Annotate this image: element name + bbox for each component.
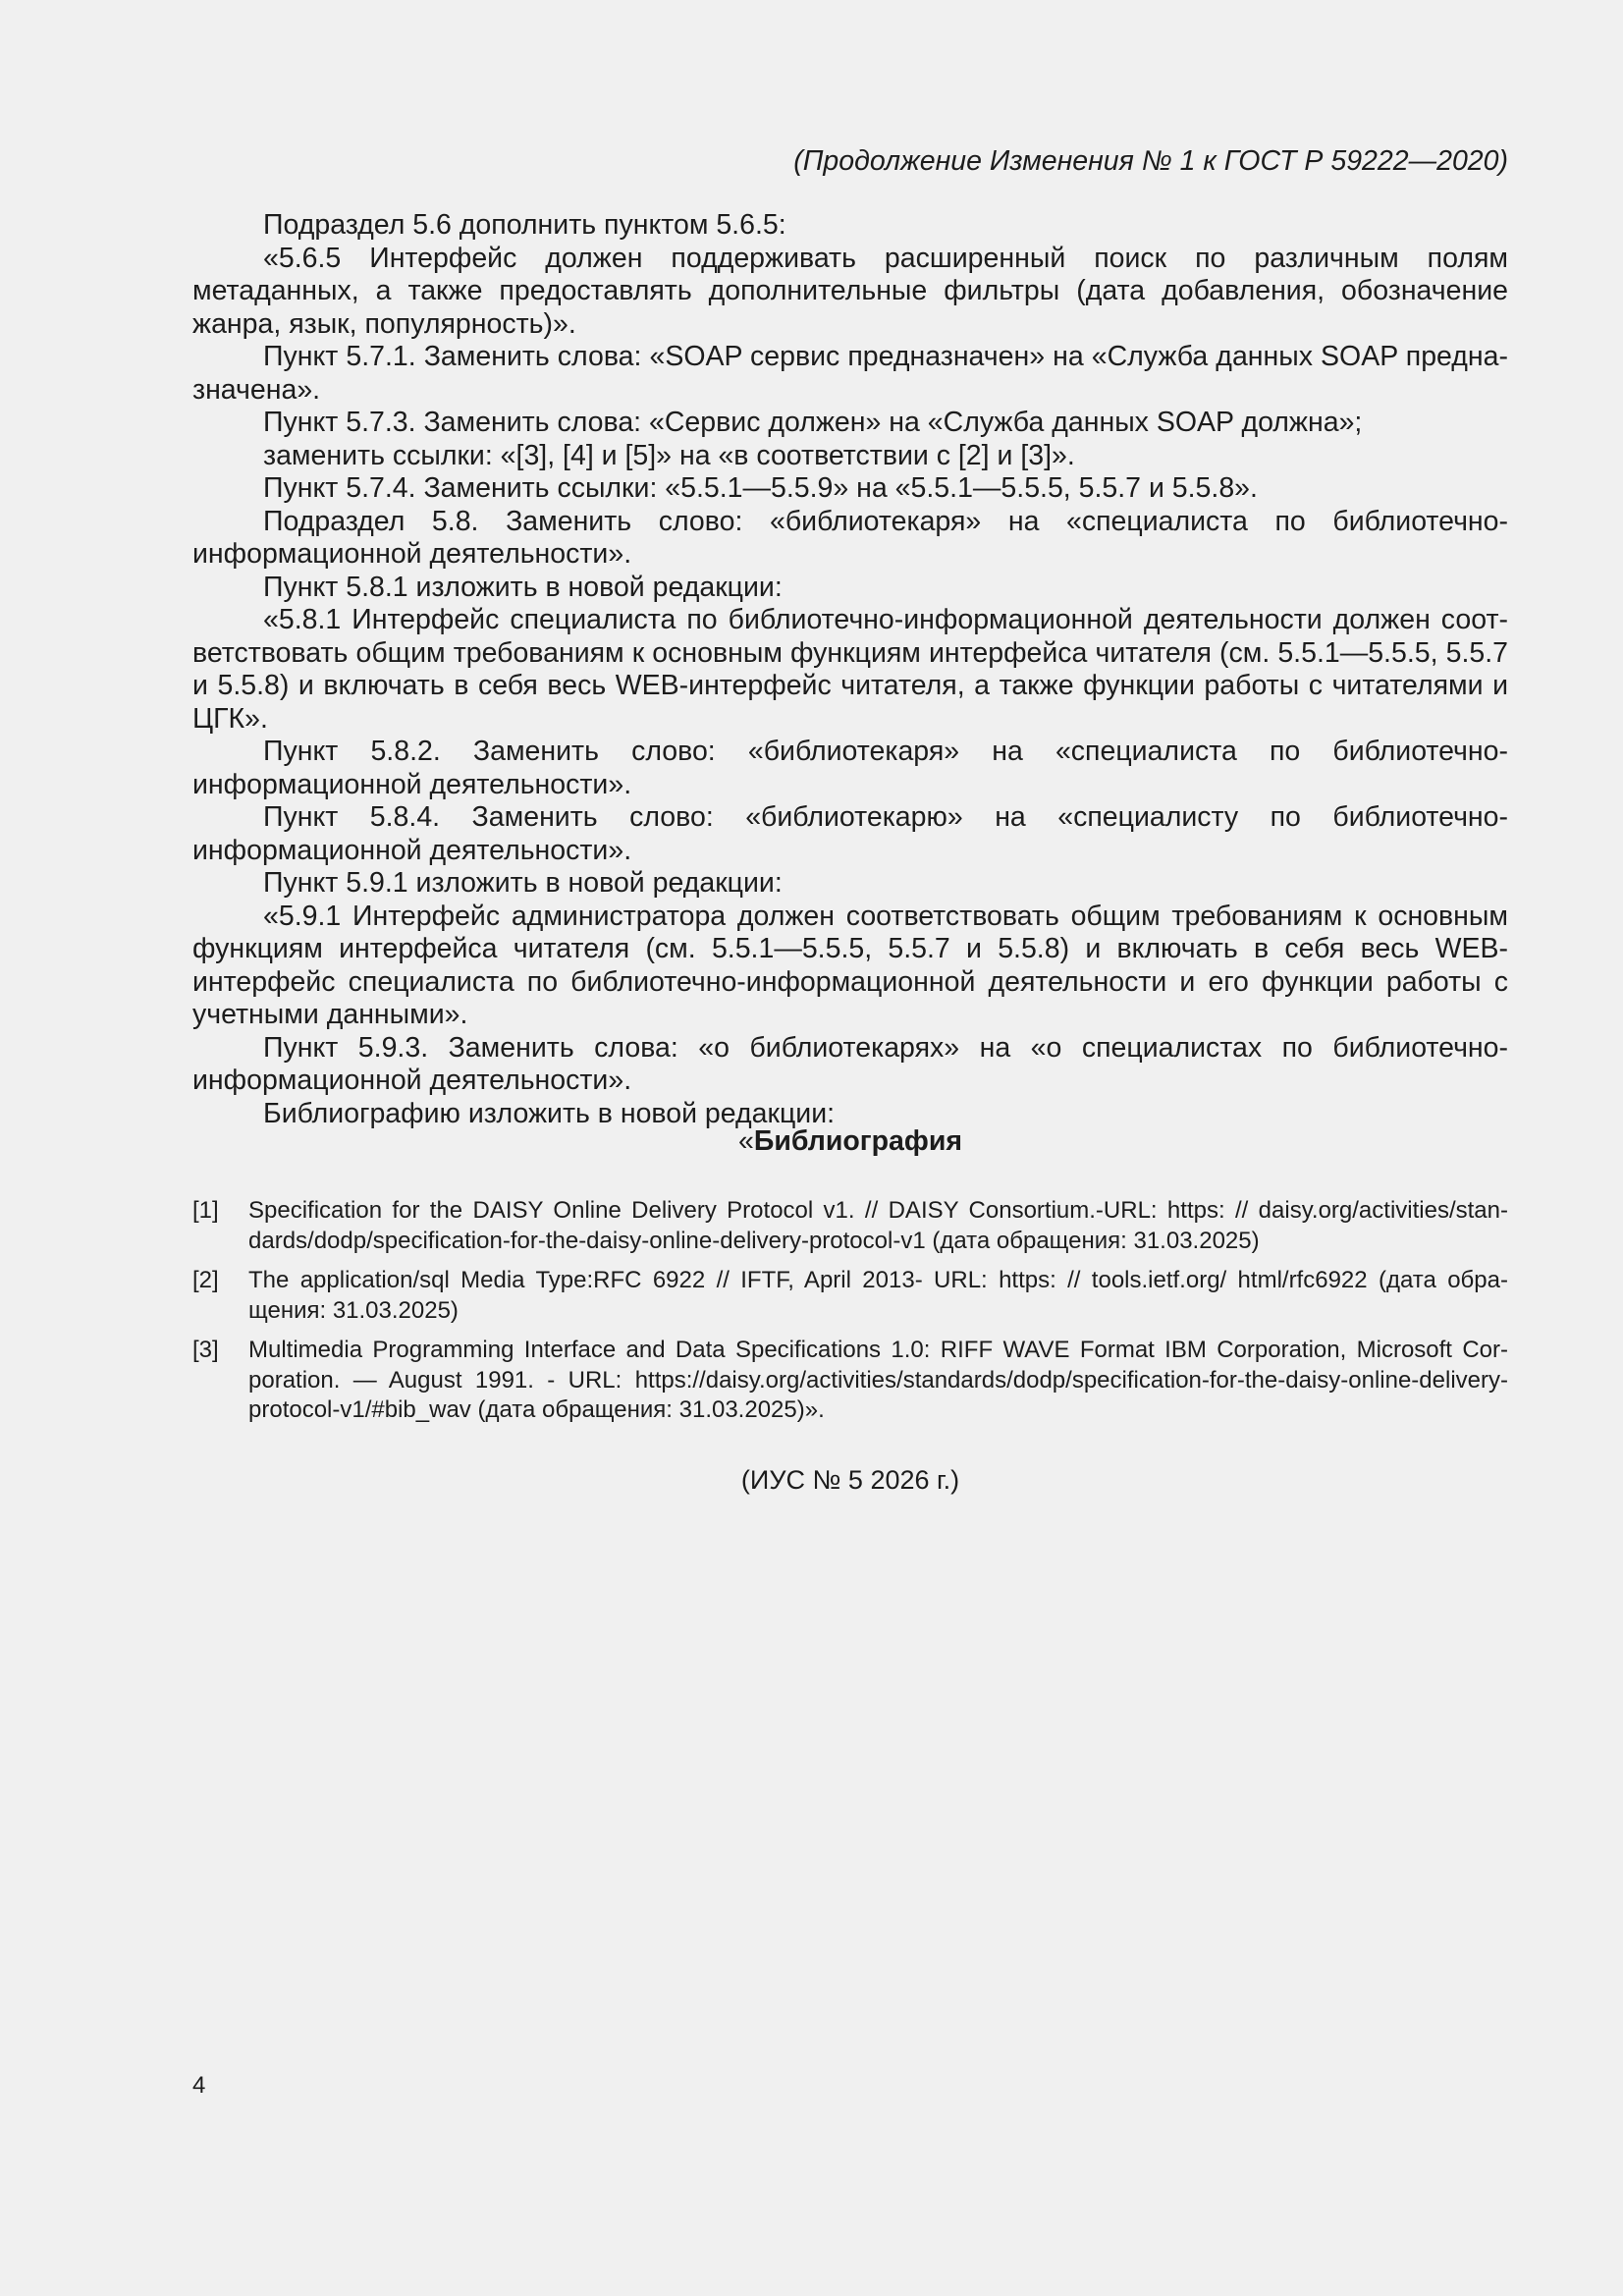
bibliography-heading: Библиография bbox=[753, 1125, 962, 1157]
paragraph: Библиографию изложить в новой редакции: bbox=[263, 1097, 836, 1129]
bibliography-item bbox=[192, 1336, 1508, 1426]
bibliography-item-text: Multimedia Programming Interface and Data Specifications 1.0: RIFF WAVE Format IBM Corporation, Microsoft Corporation. — August 1991. - URL: https://daisy.org/activities/standards/dodp/specification-for-the-daisy-online-delivery-protocol-v1/#bib_wav (дата обращения: 31.03.2025)». bbox=[248, 1337, 1508, 1423]
paragraph: заменить ссылки: «[3], [4] и [5]» на «в соответствии с [2] и [3]». bbox=[263, 439, 1075, 471]
bibliography-item bbox=[192, 1266, 1508, 1326]
paragraph: Пункт 5.7.4. Заменить ссылки: «5.5.1—5.5.9» на «5.5.1—5.5.5, 5.5.7 и 5.5.8». bbox=[263, 472, 1258, 504]
ius-reference: (ИУС № 5 2026 г.) bbox=[740, 1465, 960, 1495]
paragraph: Пункт 5.8.4. Заменить слово: «библиотекарю» на «специалисту по библиотечно-информационной деятельности». bbox=[192, 801, 1508, 866]
document-page bbox=[192, 0, 1508, 2296]
paragraph: «5.6.5 Интерфейс должен поддерживать расширенный поиск по различным полям метаданных, а также предоставлять дополнительные фильтры (дата добавления, обозначение жанра, язык, популярность)». bbox=[192, 242, 1508, 340]
bibliography-item-number: [1] bbox=[192, 1197, 219, 1224]
page-number: 4 bbox=[192, 2072, 206, 2099]
paragraph: Пункт 5.7.3. Заменить слова: «Сервис должен» на «Служба данных SOAP должна»; bbox=[263, 407, 1363, 438]
paragraph: Пункт 5.8.2. Заменить слово: «библиотекаря» на «специалиста по библиотечно-информационной деятельности». bbox=[192, 736, 1508, 800]
bibliography-item-number: [2] bbox=[192, 1267, 219, 1293]
bibliography-list bbox=[192, 1196, 1508, 1436]
paragraph: Подраздел 5.6 дополнить пунктом 5.6.5: bbox=[263, 209, 786, 241]
paragraph: Пункт 5.8.1 изложить в новой редакции: bbox=[263, 571, 783, 603]
paragraph: Пункт 5.7.1. Заменить слова: «SOAP сервис предназначен» на «Служба данных SOAP предназначена». bbox=[192, 341, 1508, 406]
bibliography-item-text: The application/sql Media Type:RFC 6922 // IFTF, April 2013- URL: https: // tools.ietf.org/ html/rfc6922 (дата обращения: 31.03.2025) bbox=[248, 1267, 1508, 1324]
bibliography-title bbox=[192, 1125, 1508, 1158]
paragraph: Пункт 5.9.1 изложить в новой редакции: bbox=[263, 867, 783, 899]
paragraph: Пункт 5.9.3. Заменить слова: «о библиотекарях» на «о специалистах по библиотечно-информационной деятельности». bbox=[192, 1031, 1508, 1096]
bibliography-item-text: Specification for the DAISY Online Delivery Protocol v1. // DAISY Consortium.-URL: https: // daisy.org/activities/standards/dodp/specification-for-the-daisy-online-delivery-protocol-v1 (дата обращения: 31.03.2025) bbox=[248, 1197, 1508, 1254]
paragraph: «5.8.1 Интерфейс специалиста по библиотечно-информационной деятельности должен соответствовать общим требованиям к основным функциям интерфейса читателя (см. 5.5.1—5.5.5, 5.5.7 и 5.5.8) и включать в себя весь WEB-интерфейс читателя, а также функции работы с читателями и ЦГК». bbox=[192, 604, 1508, 735]
amendment-text bbox=[192, 209, 1508, 1130]
bibliography-open-quote: « bbox=[737, 1125, 754, 1157]
paragraph: Подраздел 5.8. Заменить слово: «библиотекаря» на «специалиста по библиотечно-информационной деятельности». bbox=[192, 505, 1508, 570]
bibliography-item bbox=[192, 1196, 1508, 1256]
running-header: (Продолжение Изменения № 1 к ГОСТ Р 59222—2020) bbox=[793, 145, 1508, 177]
bibliography-item-number: [3] bbox=[192, 1337, 219, 1363]
paragraph: «5.9.1 Интерфейс администратора должен соответствовать общим требованиям к основным функциям интерфейса читателя (см. 5.5.1—5.5.5, 5.5.7 и 5.5.8) и включать в себя весь WEB-интерфейс специалиста по библиотечно-информационной деятельности и его функции работы с учетными данными». bbox=[192, 900, 1508, 1030]
